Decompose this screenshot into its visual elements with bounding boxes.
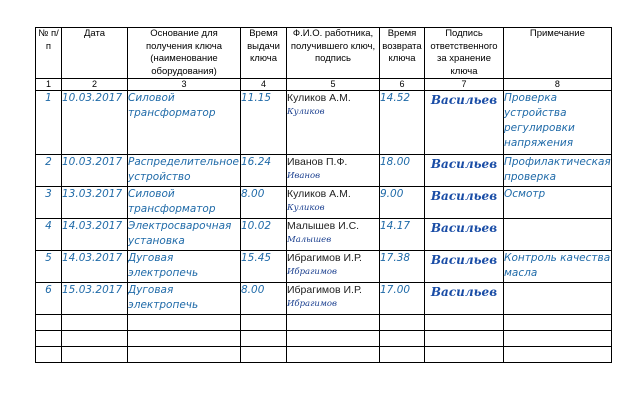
row-return-time: 17.00 [380, 283, 425, 315]
row-employee [287, 91, 380, 155]
responsible-signature: Васильев [430, 189, 498, 203]
employee-name: Куликов А.М. [287, 188, 351, 200]
row-employee [287, 251, 380, 283]
column-number: 8 [504, 79, 612, 91]
row-issue-time: 16.24 [241, 155, 287, 187]
table-row [36, 155, 612, 187]
column-number: 3 [128, 79, 241, 91]
responsible-signature: Васильев [430, 93, 498, 107]
row-note: Осмотр [504, 187, 612, 219]
row-responsible-signature [425, 251, 504, 283]
employee-signature: Ибрагимов [287, 299, 337, 309]
row-issue-time: 11.15 [241, 91, 287, 155]
responsible-signature: Васильев [430, 157, 498, 171]
row-responsible-signature [425, 283, 504, 315]
table-row [36, 283, 612, 315]
table-row [36, 219, 612, 251]
header-date: Дата [62, 28, 128, 79]
column-number: 7 [425, 79, 504, 91]
column-number: 2 [62, 79, 128, 91]
column-number: 1 [36, 79, 62, 91]
row-employee [287, 283, 380, 315]
employee-name: Малышев И.С. [287, 220, 360, 232]
column-number-row [36, 79, 612, 91]
empty-row [36, 315, 612, 331]
row-num: 4 [36, 219, 62, 251]
row-return-time: 14.17 [380, 219, 425, 251]
header-row [36, 28, 612, 79]
row-num: 2 [36, 155, 62, 187]
row-issue-time: 8.00 [241, 283, 287, 315]
column-number: 6 [380, 79, 425, 91]
column-number: 5 [287, 79, 380, 91]
row-responsible-signature [425, 187, 504, 219]
header-issue-time: Время выдачи ключа [241, 28, 287, 79]
header-num: № п/п [36, 28, 62, 79]
row-note [504, 283, 612, 315]
responsible-signature: Васильев [430, 285, 498, 299]
row-responsible-signature [425, 91, 504, 155]
table-row [36, 91, 612, 155]
row-date: 15.03.2017 [62, 283, 128, 315]
row-date: 14.03.2017 [62, 219, 128, 251]
row-return-time: 18.00 [380, 155, 425, 187]
row-employee [287, 219, 380, 251]
row-num: 3 [36, 187, 62, 219]
header-reason: Основание для получения ключа (наименование оборудования) [128, 28, 241, 79]
row-reason: Электросварочная установка [128, 219, 241, 251]
row-reason: Дуговая электропечь [128, 251, 241, 283]
row-date: 14.03.2017 [62, 251, 128, 283]
employee-signature: Куликов [287, 107, 325, 117]
row-return-time: 17.38 [380, 251, 425, 283]
employee-name: Куликов А.М. [287, 92, 351, 104]
row-reason: Распределительное устройство [128, 155, 241, 187]
row-issue-time: 15.45 [241, 251, 287, 283]
header-note: Примечание [504, 28, 612, 79]
empty-row [36, 347, 612, 363]
row-responsible-signature [425, 155, 504, 187]
employee-name: Ибрагимов И.Р. [287, 252, 362, 264]
row-reason: Силовой трансформатор [128, 91, 241, 155]
employee-signature: Ибрагимов [287, 267, 337, 277]
row-date: 10.03.2017 [62, 91, 128, 155]
row-issue-time: 10.02 [241, 219, 287, 251]
row-date: 10.03.2017 [62, 155, 128, 187]
header-employee: Ф.И.О. работника, получившего ключ, подпись [287, 28, 380, 79]
row-return-time: 9.00 [380, 187, 425, 219]
column-number: 4 [241, 79, 287, 91]
employee-name: Иванов П.Ф. [287, 156, 348, 168]
employee-signature: Иванов [287, 171, 321, 181]
header-return-time: Время возврата ключа [380, 28, 425, 79]
table-row [36, 187, 612, 219]
employee-signature: Куликов [287, 203, 325, 213]
row-return-time: 14.52 [380, 91, 425, 155]
row-issue-time: 8.00 [241, 187, 287, 219]
row-employee [287, 155, 380, 187]
row-employee [287, 187, 380, 219]
responsible-signature: Васильев [430, 253, 498, 267]
empty-row [36, 331, 612, 347]
employee-signature: Малышев [287, 235, 332, 245]
key-log-table [35, 27, 612, 363]
row-note: Контроль качества масла [504, 251, 612, 283]
row-num: 5 [36, 251, 62, 283]
row-reason: Дуговая электропечь [128, 283, 241, 315]
header-responsible-signature: Подпись ответственного за хранение ключа [425, 28, 504, 79]
row-note [504, 219, 612, 251]
row-responsible-signature [425, 219, 504, 251]
row-reason: Силовой трансформатор [128, 187, 241, 219]
row-note: Профилактическая проверка [504, 155, 612, 187]
row-num: 6 [36, 283, 62, 315]
table-row [36, 251, 612, 283]
responsible-signature: Васильев [430, 221, 498, 235]
row-note: Проверка устройства регулировки напряжения [504, 91, 612, 155]
employee-name: Ибрагимов И.Р. [287, 284, 362, 296]
row-num: 1 [36, 91, 62, 155]
row-date: 13.03.2017 [62, 187, 128, 219]
